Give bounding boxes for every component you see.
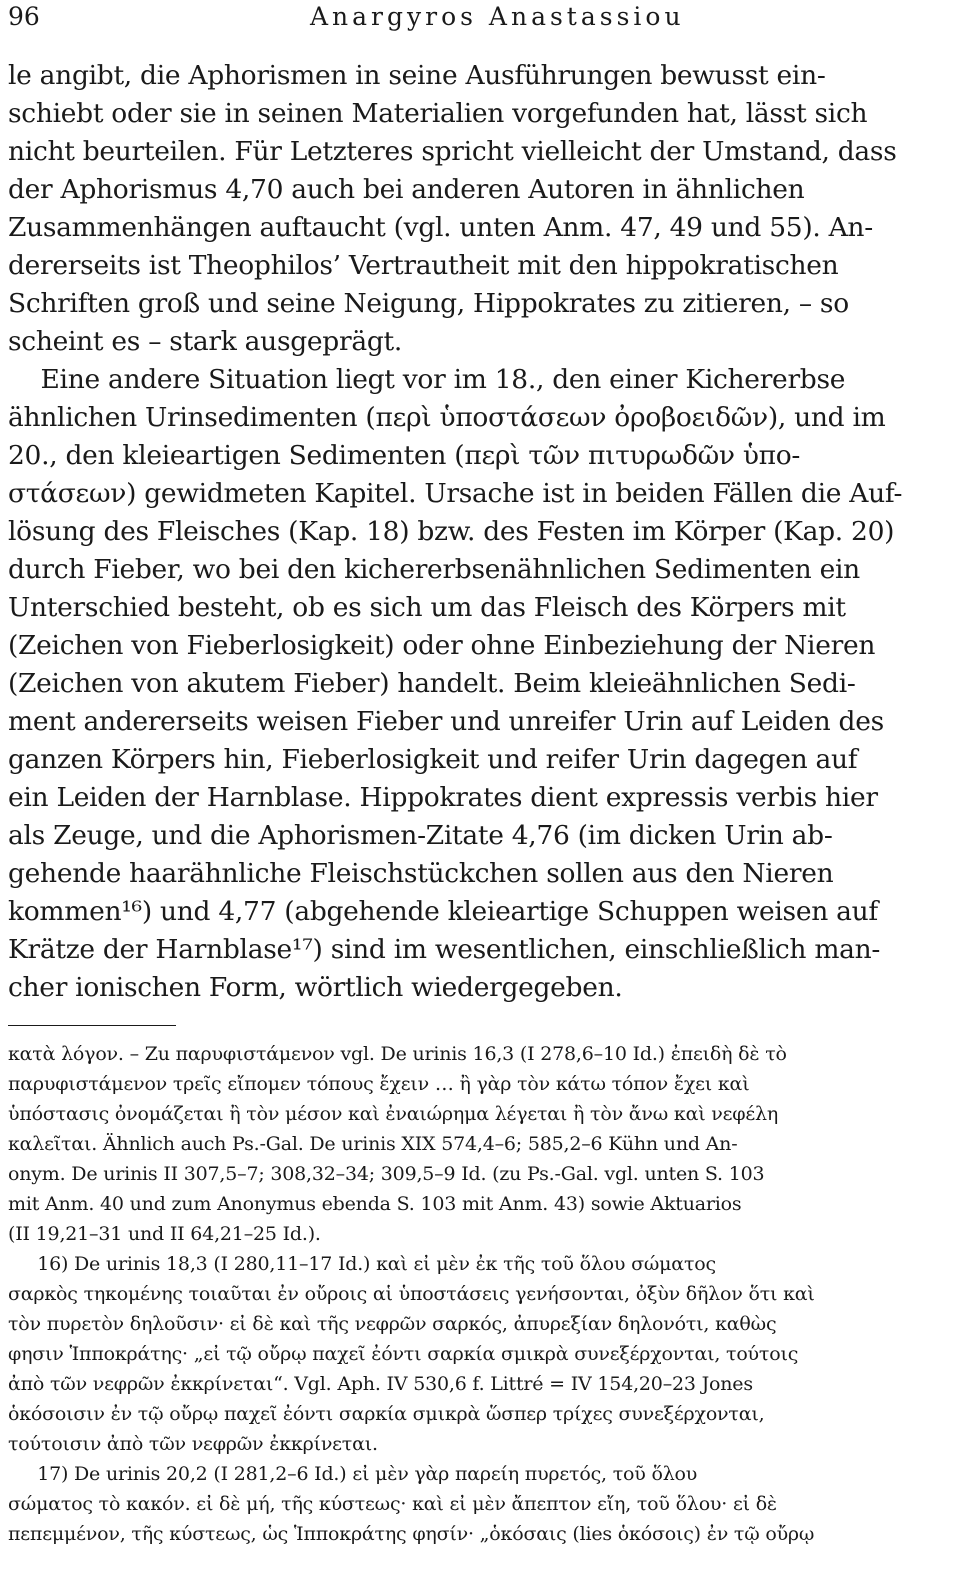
running-head: Anargyros Anastassiou (310, 2, 685, 31)
footnote-line: τούτοισιν ἀπὸ τῶν νεφρῶν ἐκκρίνεται. (8, 1433, 378, 1455)
footnote-line: onym. De urinis II 307,5–7; 308,32–34; 309,5–9 Id. (zu Ps.-Gal. vgl. unten S. 103 (8, 1163, 765, 1185)
body-line: durch Fieber, wo bei den kichererbsenähnlichen Sedimenten ein (8, 554, 860, 585)
footnote-line: ὑπόστασις ὀνομάζεται ἢ τὸν μέσον καὶ ἐναιώρημα λέγεται ἢ τὸν ἄνω καὶ νεφέλη (8, 1103, 779, 1125)
body-line: Unterschied besteht, ob es sich um das Fleisch des Körpers mit (8, 592, 846, 623)
body-line: le angibt, die Aphorismen in seine Ausführungen bewusst ein- (8, 60, 826, 91)
body-line: Eine andere Situation liegt vor im 18., den einer Kichererbse (8, 364, 846, 395)
footnote-line: φησιν Ἱπποκράτης· „εἰ τῷ οὔρῳ παχεῖ ἐόντι σαρκία σμικρὰ συνεξέρχονται, τούτοις (8, 1343, 799, 1365)
footnote-rule (8, 1025, 176, 1026)
body-line: Zusammenhängen auftaucht (vgl. unten Anm. 47, 49 und 55). An- (8, 212, 873, 243)
body-line: (Zeichen von akutem Fieber) handelt. Beim kleieähnlichen Sedi- (8, 668, 856, 699)
body-line: ganzen Körpers hin, Fieberlosigkeit und reifer Urin dagegen auf (8, 744, 858, 775)
body-line: Schriften groß und seine Neigung, Hippokrates zu zitieren, – so (8, 288, 849, 319)
body-line: kommen¹⁶) und 4,77 (abgehende kleieartige Schuppen weisen auf (8, 896, 878, 927)
page-header (0, 0, 960, 36)
body-line: schiebt oder sie in seinen Materialien vorgefunden hat, lässt sich (8, 98, 868, 129)
body-line: ment andererseits weisen Fieber und unreifer Urin auf Leiden des (8, 706, 884, 737)
body-line: gehende haarähnliche Fleischstückchen sollen aus den Nieren (8, 858, 834, 889)
footnote-line: τὸν πυρετὸν δηλοῦσιν· εἰ δὲ καὶ τῆς νεφρῶν σαρκός, ἀπυρεξίαν δηλονότι, καθὼς (8, 1313, 777, 1335)
body-line: ähnlichen Urinsedimenten (περὶ ὑποστάσεων ὀροβοειδῶν), und im (8, 402, 886, 433)
body-line: 20., den kleieartigen Sedimenten (περὶ τῶν πιτυρωδῶν ὑπο- (8, 440, 801, 471)
body-line: Krätze der Harnblase¹⁷) sind im wesentlichen, einschließlich man- (8, 934, 881, 965)
footnote-line: ἀπὸ τῶν νεφρῶν ἐκκρίνεται“. Vgl. Aph. IV 530,6 f. Littré = IV 154,20–23 Jones (8, 1373, 753, 1395)
body-line: cher ionischen Form, wörtlich wiedergegeben. (8, 972, 623, 1003)
footnote-17: 17) De urinis 20,2 (I 281,2–6 Id.) εἰ μὲν γὰρ παρείη πυρετός, τοῦ ὅλου (8, 1463, 698, 1485)
footnote-line: σαρκὸς τηκομένης τοιαῦται ἐν οὔροις αἱ ὑποστάσεις γενήσονται, ὀξὺν δῆλον ὅτι καὶ (8, 1283, 815, 1305)
footnote-line: ὁκόσοισιν ἐν τῷ οὔρῳ παχεῖ ἐόντι σαρκία σμικρὰ ὥσπερ τρίχες συνεξέρχονται, (8, 1403, 765, 1425)
footnote-line: mit Anm. 40 und zum Anonymus ebenda S. 103 mit Anm. 43) sowie Aktuarios (8, 1193, 742, 1215)
body-line: nicht beurteilen. Für Letzteres spricht vielleicht der Umstand, dass (8, 136, 897, 167)
body-line: dererseits ist Theophilos’ Vertrautheit mit den hippokratischen (8, 250, 839, 281)
body-line: scheint es – stark ausgeprägt. (8, 326, 402, 357)
body-line: der Aphorismus 4,70 auch bei anderen Autoren in ähnlichen (8, 174, 805, 205)
footnote-line: κατὰ λόγον. – Zu παρυφιστάμενον vgl. De urinis 16,3 (I 278,6–10 Id.) ἐπειδὴ δὲ τὸ (8, 1043, 787, 1065)
footnote-line: καλεῖται. Ähnlich auch Ps.-Gal. De urinis XIX 574,4–6; 585,2–6 Kühn und An- (8, 1133, 738, 1155)
body-line: στάσεων) gewidmeten Kapitel. Ursache ist in beiden Fällen die Auf- (8, 478, 903, 509)
footnote-line: (II 19,21–31 und II 64,21–25 Id.). (8, 1223, 321, 1245)
footnote-16: 16) De urinis 18,3 (I 280,11–17 Id.) καὶ εἰ μὲν ἐκ τῆς τοῦ ὅλου σώματος (8, 1253, 716, 1275)
body-line: ein Leiden der Harnblase. Hippokrates dient expressis verbis hier (8, 782, 878, 813)
body-line: (Zeichen von Fieberlosigkeit) oder ohne Einbeziehung der Nieren (8, 630, 876, 661)
page-number: 96 (8, 2, 40, 31)
footnote-line: παρυφιστάμενον τρεῖς εἴπομεν τόπους ἔχειν … ἢ γὰρ τὸν κάτω τόπον ἔχει καὶ (8, 1073, 750, 1095)
body-line: lösung des Fleisches (Kap. 18) bzw. des Festen im Körper (Kap. 20) (8, 516, 895, 547)
body-line: als Zeuge, und die Aphorismen-Zitate 4,76 (im dicken Urin ab- (8, 820, 833, 851)
footnote-line: σώματος τὸ κακόν. εἰ δὲ μή, τῆς κύστεως· καὶ εἰ μὲν ἄπεπτον εἴη, τοῦ ὅλου· εἰ δὲ (8, 1493, 777, 1515)
footnote-line: πεπεμμένον, τῆς κύστεως, ὡς Ἱπποκράτης φησίν· „ὁκόσαις (lies ὁκόσοις) ἐν τῷ οὔρῳ (8, 1523, 815, 1545)
